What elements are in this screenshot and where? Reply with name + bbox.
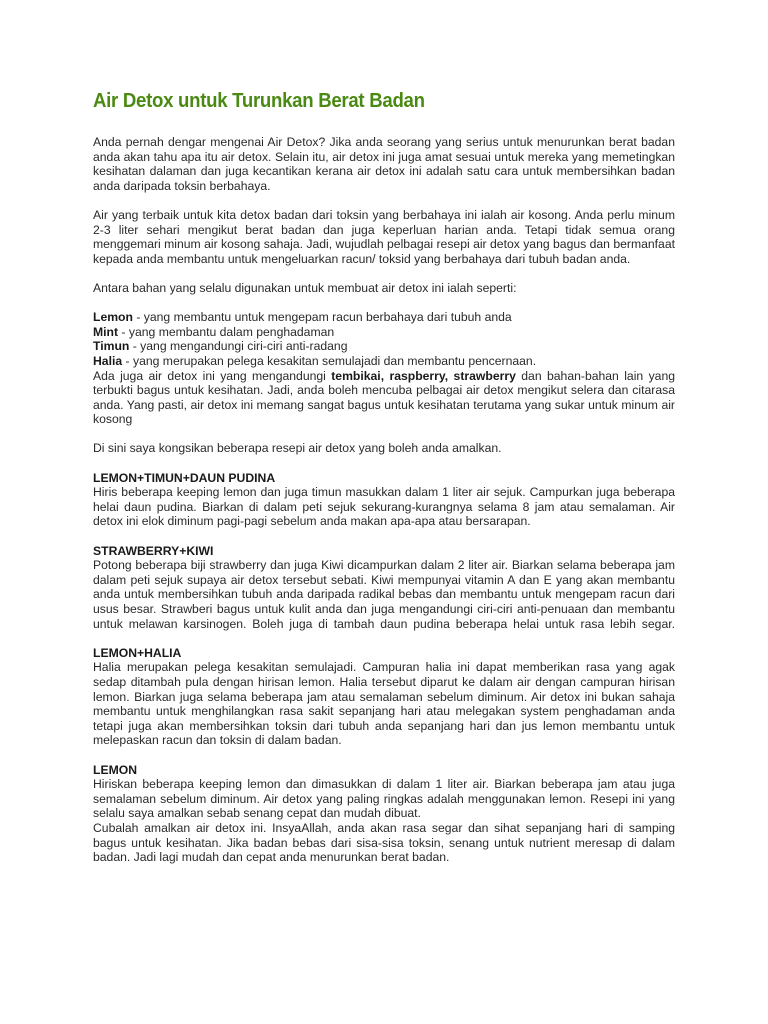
ingredient-desc: - yang mengandungi ciri-ciri anti-radang [129, 339, 348, 354]
ingredient-desc: - yang membantu dalam penghadaman [118, 324, 335, 339]
extra-text-bold: tembikai, raspberry, strawberry [331, 368, 516, 383]
share-intro: Di sini saya kongsikan beberapa resepi air detox yang boleh anda amalkan. [93, 441, 502, 456]
spacer [93, 266, 675, 281]
spacer [93, 529, 675, 544]
intro-paragraph-2: Air yang terbaik untuk kita detox badan dari toksin yang berbahaya ini ialah air kosong. Anda perlu minum 2-3 liter sehari mengikut berat badan dan juga keperluan harian anda. Tetapi tidak semua orang menggemari minum air kosong sahaja. Jadi, wujudlah pelbagai resepi air detox yang bagus dan bermanfaat kepada anda membantu untuk mengeluarkan racun/ toksid yang berbahaya dari tubuh badan anda. [93, 207, 675, 266]
extra-ingredients-paragraph [93, 369, 675, 427]
page-title: Air Detox untuk Turunkan Berat Badan [93, 90, 425, 112]
ingredient-desc: - yang membantu untuk mengepam racun berbahaya dari tubuh anda [132, 310, 512, 325]
intro-paragraph-3: Antara bahan yang selalu digunakan untuk membuat air detox ini ialah seperti: [93, 280, 517, 295]
spacer [93, 427, 675, 442]
spacer [93, 193, 675, 208]
extra-text-before: Ada juga air detox ini yang mengandungi [93, 368, 332, 383]
recipe-body: Potong beberapa biji strawberry dan juga Kiwi dicampurkan dalam 2 liter air. Biarkan selama beberapa jam dalam peti sejuk supaya air detox tersebut sebati. Kiwi mempunyai vitamin A dan E yang akan membantu anda untuk membersihkan tubuh anda daripada radikal bebas dan membantu untuk mengepam racun dari usus besar. Strawberi bagus untuk kulit anda dan juga mengandungi ciri-ciri anti-penuaan dan membantu untuk melawan karsinogen. Boleh juga di tambah daun pudina beberapa helai untuk rasa lebih segar. [93, 558, 675, 631]
recipe-body: Hiriskan beberapa keeping lemon dan dimasukkan di dalam 1 liter air. Biarkan beberapa jam atau juga semalaman sebelum diminum. Air detox yang paling ringkas adalah menggunakan lemon. Resepi ini yang selalu saya amalkan sebab senang cepat dan mudah dibuat. [93, 777, 675, 821]
ingredient-item [93, 325, 675, 340]
spacer [93, 296, 675, 311]
recipe-body: Hiris beberapa keeping lemon dan juga timun masukkan dalam 1 liter air sejuk. Campurkan juga beberapa helai daun pudina. Biarkan di dalam peti sejuk sekurang-kurangnya selama 8 jam atau semalaman. Air detox ini elok diminum pagi-pagi sebelum anda makan apa-apa atau bersarapan. [93, 485, 675, 529]
recipe-body: Halia merupakan pelega kesakitan semulajadi. Campuran halia ini dapat memberikan rasa yang agak sedap ditambah pula dengan hirisan lemon. Halia tersebut diparut ke dalam air dengan campuran hirisan lemon. Biarkan juga selama beberapa jam atau semalaman sebelum diminum. Air detox ini bukan sahaja membantu untuk menghilangkan rasa sakit sepanjang hari atau melegakan system penghadaman anda tetapi juga akan membersihkan toksin dari tubuh anda sepanjang hari dan jus lemon membantu untuk melepaskan racun dan toksin di dalam badan. [93, 660, 675, 748]
ingredient-item [93, 310, 675, 325]
ingredient-list [93, 310, 675, 368]
recipe-title: LEMON+HALIA [93, 645, 182, 660]
ingredient-item [93, 339, 675, 354]
spacer [93, 748, 675, 763]
spacer [93, 631, 675, 646]
ingredient-desc: - yang merupakan pelega kesakitan semulajadi dan membantu pencernaan. [122, 353, 537, 368]
ingredient-name: Timun [93, 339, 130, 354]
recipe-title: LEMON [93, 762, 138, 777]
recipe-title: LEMON+TIMUN+DAUN PUDINA [93, 470, 276, 485]
intro-paragraph-1: Anda pernah dengar mengenai Air Detox? Jika anda seorang yang serius untuk menurunkan berat badan anda akan tahu apa itu air detox. Selain itu, air detox ini juga amat sesuai untuk mereka yang memetingkan kesihatan dalaman dan juga kecantikan kerana air detox ini adalah satu cara untuk membersihkan badan anda daripada toksin berbahaya. [93, 135, 675, 193]
ingredient-item [93, 354, 675, 369]
extra-text-after: dan bahan-bahan lain yang terbukti bagus untuk kesihatan. Jadi, anda boleh mencuba pelbagai air detox mengikut selera dan citarasa anda. Yang pasti, air detox ini memang sangat bagus untuk kesihatan terutama yang sukar untuk minum air kosong [93, 368, 675, 427]
ingredient-name: Mint [93, 324, 119, 339]
ingredient-name: Halia [93, 353, 123, 368]
closing-paragraph: Cubalah amalkan air detox ini. InsyaAllah, anda akan rasa segar dan sihat sepanjang hari di samping bagus untuk kesihatan. Jika badan bebas dari sisa-sisa toksin, senang untuk nutrient meresap di dalam badan. Jadi lagi mudah dan cepat anda menurunkan berat badan. [93, 820, 675, 865]
spacer [93, 456, 675, 471]
ingredient-name: Lemon [93, 310, 133, 325]
recipe-title: STRAWBERRY+KIWI [93, 543, 214, 558]
